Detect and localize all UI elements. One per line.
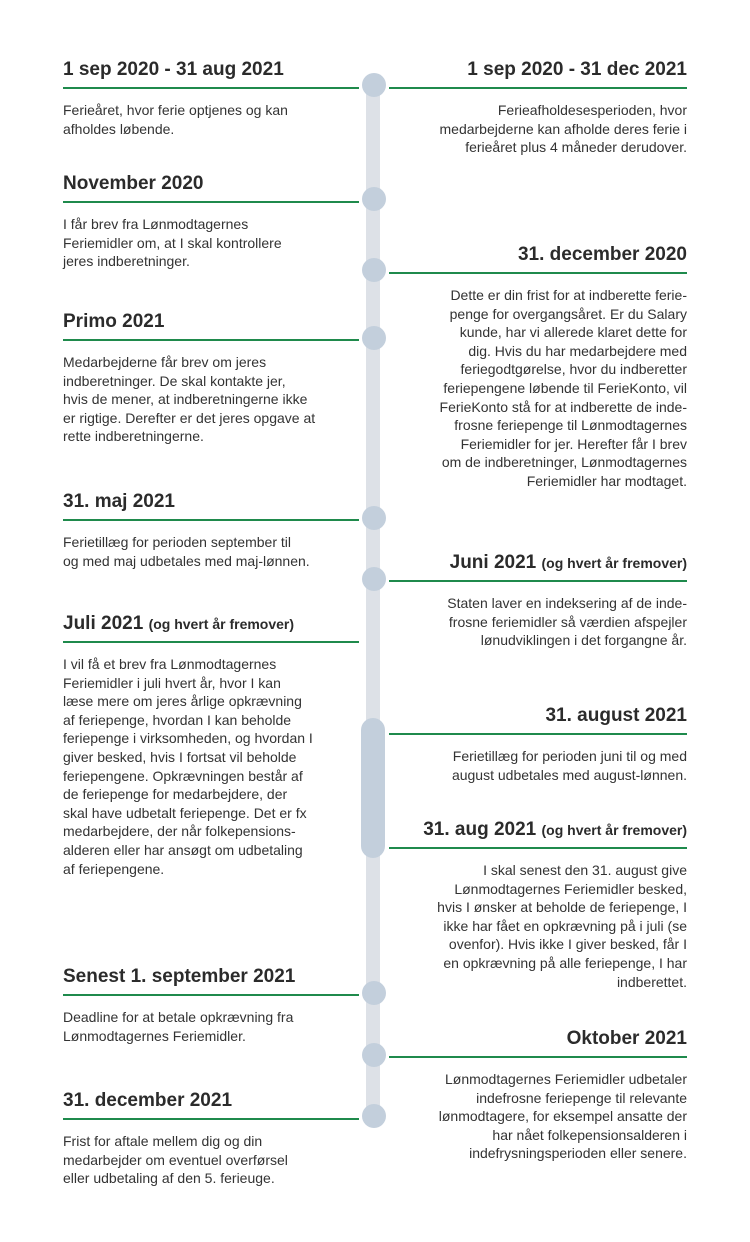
timeline-dot — [362, 187, 386, 211]
timeline-spine — [366, 78, 380, 1124]
entry-divider — [63, 201, 359, 203]
entry-title: 31. aug 2021 (og hvert år fremover) — [423, 819, 687, 840]
entry-title: 31. december 2020 — [517, 244, 687, 265]
entry-divider — [389, 580, 687, 582]
timeline-dot — [362, 1104, 386, 1128]
entry-title: November 2020 — [63, 173, 204, 194]
entry-divider — [63, 641, 359, 643]
timeline-dot — [362, 1043, 386, 1067]
entry-body: Lønmodtagernes Feriemidler udbetaler indefrosne feriepenge til relevante lønmodtagere, for eksempel ansatte der har nået folkepensionsalderen i indefrysningsperioden eller senere. — [438, 1071, 687, 1162]
entry-body: I får brev fra Lønmodtagernes Feriemidler om, at I skal kontrollere jeres indberetninger. — [63, 216, 282, 270]
entry-body: I skal senest den 31. august give Lønmodtagernes Feriemidler besked, hvis I ønsker at beholde de feriepenge, I ikke har fået en opkrævning på i juli (se ovenfor). Hvis ikke I giver besked, får I en opkrævning på alle feriepenge, I har indberettet. — [437, 862, 687, 990]
entry-body: Staten laver en indeksering af de inde- frosne feriemidler så værdien afspejler lønudviklingen i det forgangne år. — [447, 595, 687, 649]
timeline-entry-right — [389, 551, 687, 650]
entry-divider — [63, 339, 359, 341]
entry-title: 1 sep 2020 - 31 dec 2021 — [467, 59, 687, 80]
entry-title: 31. august 2021 — [545, 705, 687, 726]
timeline-entry-right — [389, 1027, 687, 1163]
entry-divider — [63, 87, 359, 89]
entry-divider — [389, 847, 687, 849]
timeline-entry-left — [63, 612, 359, 878]
entry-title: Senest 1. september 2021 — [63, 966, 296, 987]
timeline-dot — [362, 326, 386, 350]
timeline-entry-right — [389, 58, 687, 157]
entry-title: Oktober 2021 — [566, 1028, 687, 1049]
entry-divider — [63, 994, 359, 996]
entry-body: Dette er din frist for at indberette ferie- penge for overgangsåret. Er du Salary kunde, har vi allerede klaret dette for dig. Hvis du har medarbejdere med feriegodtgørelse, hvor du indberetter feriepengene løbende til FerieKonto, vil FerieKonto stå for at indberette de inde- frosne feriepenge til Lønmodtagernes Feriemidler for jer. Herefter får I brev om de indberetninger, Lønmodtagernes Feriemidler har modtaget. — [439, 287, 687, 489]
entry-body: Ferieafholdesesperioden, hvor medarbejderne kan afholde deres ferie i ferieåret plus 4 måneder derudover. — [439, 102, 687, 156]
timeline-entry-right — [389, 818, 687, 991]
entry-divider — [63, 519, 359, 521]
timeline-entry-left — [63, 1089, 359, 1188]
timeline-entry-left — [63, 58, 359, 138]
timeline-entry-right — [389, 704, 687, 784]
entry-body: I vil få et brev fra Lønmodtagernes Feriemidler i juli hvert år, hvor I kan læse mere om jeres årlige opkrævning af feriepenge, hvordan I kan beholde feriepenge i virksomheden, og hvordan I giver besked, hvis I fortsat vil beholde feriepengene. Opkrævningen består af de feriepenge for medarbejdere, der skal have udbetalt feriepenge. Det er fx medarbejdere, der når folkepensions- alderen eller har ansøgt om udbetaling af feriepengene. — [63, 656, 313, 877]
entry-title: 31. december 2021 — [63, 1090, 233, 1111]
entry-body: Ferieåret, hvor ferie optjenes og kan afholdes løbende. — [63, 102, 288, 137]
entry-body: Frist for aftale mellem dig og din medarbejder om eventuel overførsel eller udbetaling af den 5. ferieuge. — [63, 1133, 288, 1187]
timeline-dot — [362, 506, 386, 530]
entry-title: Juli 2021 (og hvert år fremover) — [63, 613, 295, 634]
timeline-entry-left — [63, 310, 359, 446]
entry-body: Medarbejderne får brev om jeres indberetninger. De skal kontakte jer, hvis de mener, at indberetningerne ikke er rigtige. Derefter er det jeres opgave at rette indberetningerne. — [63, 354, 316, 445]
entry-divider — [389, 733, 687, 735]
entry-body: Ferietillæg for perioden september til og med maj udbetales med maj-lønnen. — [63, 534, 310, 569]
entry-divider — [389, 1056, 687, 1058]
entry-title: 1 sep 2020 - 31 aug 2021 — [63, 59, 284, 80]
entry-divider — [389, 272, 687, 274]
timeline-entry-left — [63, 172, 359, 271]
entry-body: Ferietillæg for perioden juni til og med august udbetales med august-lønnen. — [451, 748, 687, 783]
timeline-highlight-band — [361, 718, 385, 858]
entry-divider — [63, 1118, 359, 1120]
entry-divider — [389, 87, 687, 89]
timeline-entry-right — [389, 243, 687, 491]
entry-body: Deadline for at betale opkrævning fra Lønmodtagernes Feriemidler. — [63, 1009, 294, 1044]
timeline-dot — [362, 73, 386, 97]
entry-title: 31. maj 2021 — [63, 491, 175, 512]
timeline-entry-left — [63, 490, 359, 570]
timeline-dot — [362, 258, 386, 282]
timeline-dot — [362, 981, 386, 1005]
entry-title: Juni 2021 (og hvert år fremover) — [449, 552, 687, 573]
timeline-dot — [362, 567, 386, 591]
entry-title: Primo 2021 — [63, 311, 165, 332]
timeline-entry-left — [63, 965, 359, 1045]
